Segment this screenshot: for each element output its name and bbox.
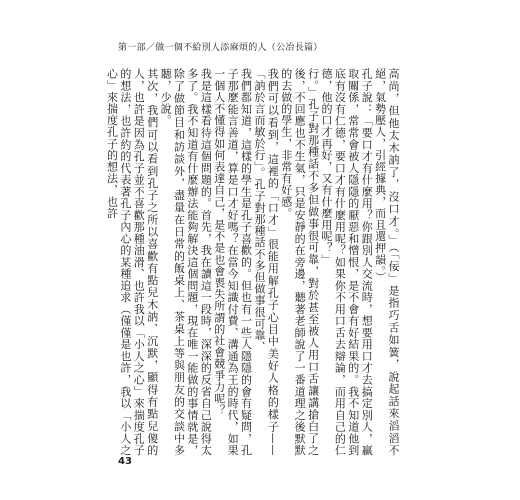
running-head: 第一部／做一個不給別人添麻煩的人（公冶長篇） — [118, 43, 323, 53]
page-number: 43 — [118, 456, 132, 467]
body-text — [105, 68, 400, 456]
body-paragraph: 我是這樣看待這個問題的。首先，我在讀這一段時，深深的反省自己說得太多了。我不知道有什麼辦法能夠解決這個問題，現在唯一能做的事情就是，除了做節目和訪談外，盡量在日常的飯桌上、茶桌上等與朋友的交談中多聽，少說。 — [159, 68, 213, 456]
body-paragraph: 其次，我們可以看到孔子之所以喜歡有點兒木訥、沉默，顯得有點兒傻的人，也許是因為孔子並不喜歡那種油滑、也許我以「小人之心」來揣度孔子的想法，也許約的代表著孔子內心的某種追求（僅僅是也許，我以「小人之心」來揣度孔子的想法，也許 — [105, 68, 159, 456]
body-paragraph: 高尚，但他太木訥了，沒口才。」（「佞」是指巧舌如簧，說起話來滔滔不絕，氣勢壓人，引經據典，而且還押韻。） — [373, 68, 400, 456]
body-paragraph: 孔子說：「要口才有什麼用？你跟別人交流時，想要用口才去搞定別人，贏取關係，常常會被人隱隱的厭惡和憎恨，是不會有好結果的。我不知道他到底有沒有仁德，要口才有什麼用呢？如果你不用口舌去辯論，而用自己的仁德，他的口才再好，又有什麼用呢？」 — [319, 68, 374, 456]
body-paragraph: 我們可以看到，這裡的「口才」很能用解孔子心目中美好人格的樣子——「訥於言而敏於行」。孔子對那種話不多但做事很可靠、 — [252, 68, 280, 456]
body-paragraph: 我們都知道，這樣的學生是孔子喜歡的。但也有一些人隱隱的會有疑問，孔子那麼能言善道，算是口才好嗎？在當今知識付費、溝通為王的時代，如果一個人不懂得如何表達自己，是不是也會喪失所謂的社會競爭力呢？ — [212, 68, 253, 456]
body-paragraph: 行。」孔子對那種話不多但做事很可靠，對於甚至被人用口舌讓講搶白了之後，不回應也不生氣，只是安靜的在旁邊，聽著老師說了一番道理之後默默的去做的學生，非常有好感。 — [279, 68, 320, 456]
